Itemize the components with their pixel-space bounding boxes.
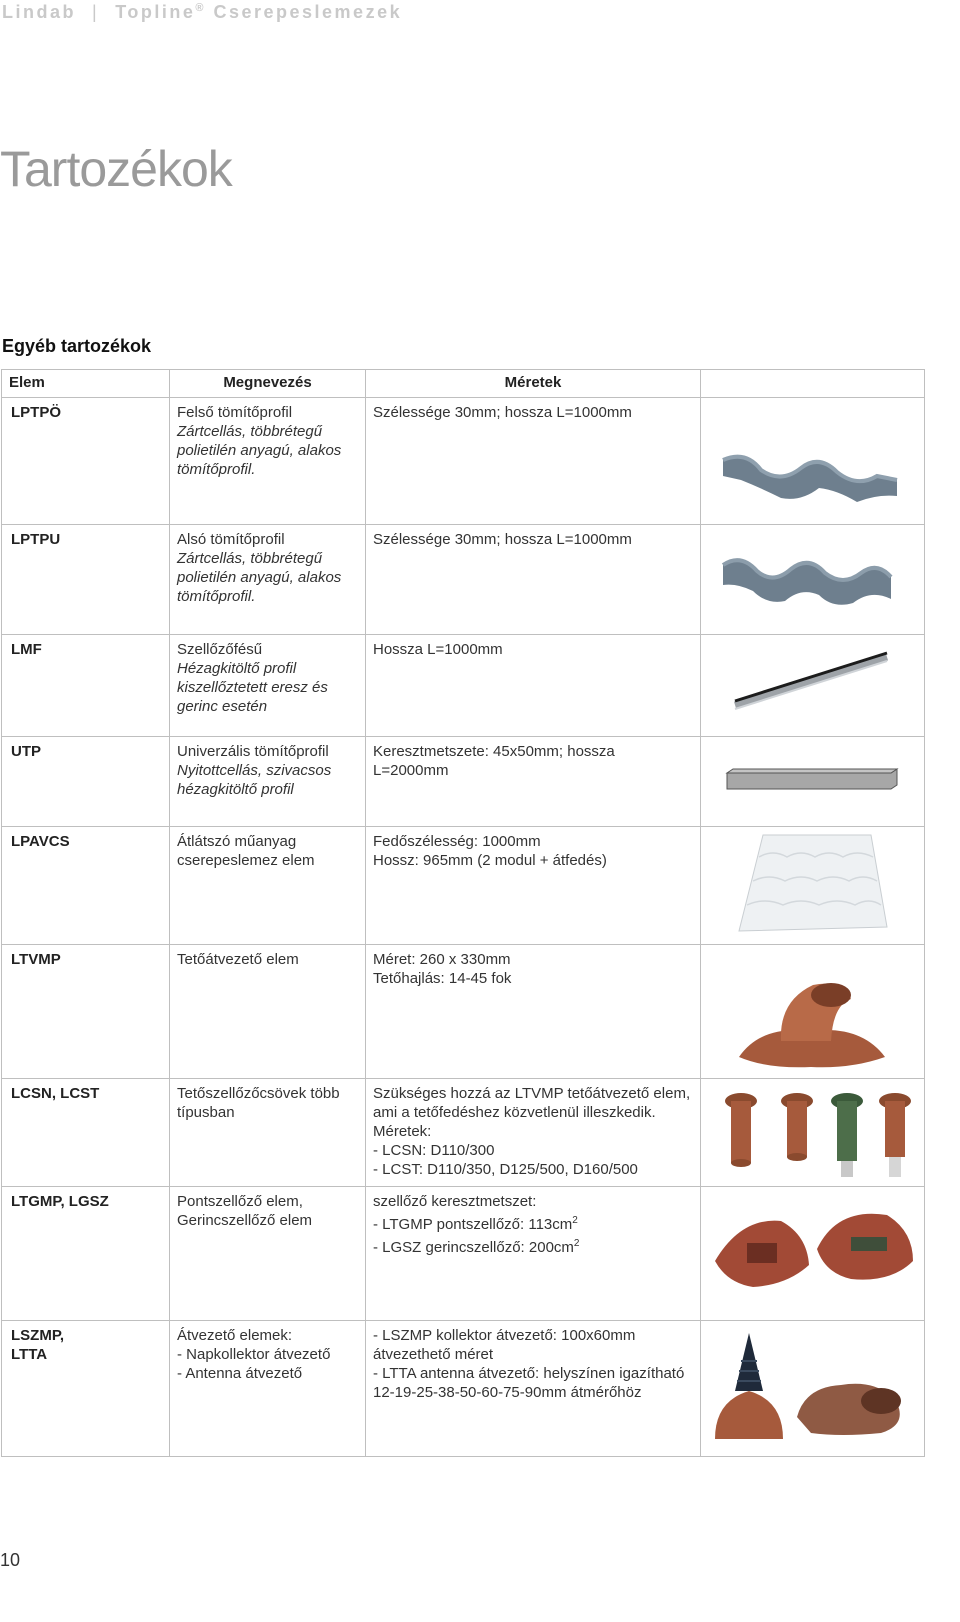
row-name (170, 827, 366, 945)
dims-line: átvezethető méret (373, 1346, 494, 1363)
code-line: LSZMP, (11, 1327, 65, 1344)
table-row (2, 1079, 925, 1187)
page-number: 10 (0, 1550, 21, 1570)
row-dims (366, 1079, 701, 1187)
row-code: LCSN, LCST (2, 1079, 170, 1187)
header-separator: | (92, 2, 100, 22)
name-text: Univerzális tömítőprofil (177, 743, 329, 760)
superscript: 2 (573, 1238, 580, 1249)
row-name (170, 525, 366, 635)
lower-seal-profile-image (701, 525, 925, 635)
name-text: Alsó tömítőprofil (177, 531, 285, 548)
passage-elements-image (701, 1321, 925, 1457)
vent-comb-image (701, 635, 925, 737)
name-text: Átvezető elemek: (177, 1327, 293, 1344)
row-dims (366, 737, 701, 827)
dims-line: ami a tetőfedéshez közvetlenül illeszkedik. (373, 1104, 656, 1121)
dims-line: Fedőszélesség: 1000mm (373, 833, 541, 850)
row-code: LMF (2, 635, 170, 737)
table-row (2, 1321, 925, 1457)
table-row (2, 1187, 925, 1321)
row-code: LTVMP (2, 945, 170, 1079)
section-title: Egyéb tartozékok (2, 336, 152, 356)
row-name (170, 1079, 366, 1187)
roof-passage-image (701, 945, 925, 1079)
table-row (2, 945, 925, 1079)
dims-line: Keresztmetszete: 45x50mm; hossza (373, 743, 615, 760)
row-name (170, 635, 366, 737)
desc-line: Nyitottcellás, szivacsos (177, 762, 332, 779)
point-ridge-vents-image (701, 1187, 925, 1321)
row-name (170, 1321, 366, 1457)
dims-line: 12-19-25-38-50-60-75-90mm átmérőhöz (373, 1384, 642, 1401)
name-text: Tetőátvezető elem (177, 951, 299, 968)
name-text: Felső tömítőprofil (177, 404, 293, 421)
desc-line: polietilén anyagú, alakos (177, 569, 342, 586)
table-row (2, 737, 925, 827)
upper-seal-profile-image (701, 398, 925, 525)
row-code: LPAVCS (2, 827, 170, 945)
col-header-dims: Méretek (366, 370, 701, 398)
desc-line: tömítőprofil. (177, 461, 256, 478)
table-row (2, 398, 925, 525)
desc-line: Zártcellás, többrétegű (177, 550, 323, 567)
desc-line: kiszellőztetett eresz és (177, 679, 328, 696)
desc-line: hézagkitöltő profil (177, 781, 294, 798)
col-header-elem: Elem (2, 370, 170, 398)
dims-line: Tetőhajlás: 14-45 fok (373, 970, 512, 987)
dims-line: - LTTA antenna átvezető: helyszínen igazítható (373, 1365, 685, 1382)
brand-name: Lindab (2, 2, 76, 22)
row-dims (366, 827, 701, 945)
row-code (2, 1321, 170, 1457)
superscript: 2 (572, 1215, 578, 1226)
dims-text: - LTGMP pontszellőző: 113cm (373, 1216, 573, 1233)
dims-line: Szélessége 30mm; hossza L=1000mm (373, 404, 632, 421)
transparent-tile-sheet-image (701, 827, 925, 945)
dims-line: Hossza L=1000mm (373, 641, 503, 658)
dims-line-sup (373, 1234, 693, 1257)
dims-line: - LCSN: D110/300 (373, 1142, 495, 1159)
name-text: Átlátszó műanyag (177, 833, 297, 850)
vent-pipes-image (701, 1079, 925, 1187)
dims-line: L=2000mm (373, 762, 449, 779)
row-dims (366, 1187, 701, 1321)
code-line-2: LTTA (11, 1346, 48, 1363)
row-name (170, 1187, 366, 1321)
dims-text: - LGSZ gerincszellőző: 200cm (373, 1239, 574, 1256)
dims-line: Hossz: 965mm (2 modul + átfedés) (373, 852, 607, 869)
name-text-2: típusban (177, 1104, 235, 1121)
desc-line: tömítőprofil. (177, 588, 256, 605)
universal-foam-profile-image (701, 737, 925, 827)
name-line: - Antenna átvezető (177, 1365, 303, 1382)
row-code: UTP (2, 737, 170, 827)
name-line: - Napkollektor átvezető (177, 1346, 331, 1363)
row-name (170, 398, 366, 525)
row-dims (366, 945, 701, 1079)
col-header-image (701, 370, 925, 398)
desc-line: polietilén anyagú, alakos (177, 442, 342, 459)
dims-line: szellőző keresztmetszet: (373, 1193, 537, 1210)
row-dims (366, 398, 701, 525)
name-text: Pontszellőző elem, (177, 1193, 303, 1210)
row-dims (366, 525, 701, 635)
col-header-name: Megnevezés (170, 370, 366, 398)
row-dims (366, 1321, 701, 1457)
desc-line: Zártcellás, többrétegű (177, 423, 323, 440)
table-header-row (2, 370, 925, 398)
product-name-rest: Cserepeslemezek (213, 2, 403, 22)
desc-line: gerinc esetén (177, 698, 268, 715)
row-code: LPTPU (2, 525, 170, 635)
name-text-2: cserepeslemez elem (177, 852, 315, 869)
row-code: LPTPÖ (2, 398, 170, 525)
running-header (2, 2, 402, 23)
dims-line: - LSZMP kollektor átvezető: 100x60mm (373, 1327, 636, 1344)
registered-mark: ® (195, 2, 206, 14)
dims-line: Méretek: (373, 1123, 432, 1140)
name-text-2: Gerincszellőző elem (177, 1212, 313, 1229)
table-row (2, 635, 925, 737)
dims-line: Méret: 260 x 330mm (373, 951, 511, 968)
dims-line: Szélessége 30mm; hossza L=1000mm (373, 531, 632, 548)
table-row (2, 827, 925, 945)
desc-line: Hézagkitöltő profil (177, 660, 297, 677)
row-name (170, 737, 366, 827)
accessories-table (1, 369, 925, 1457)
dims-line: - LCST: D110/350, D125/500, D160/500 (373, 1161, 638, 1178)
table-row (2, 525, 925, 635)
row-dims (366, 635, 701, 737)
dims-line: Szükséges hozzá az LTVMP tetőátvezető elem, (373, 1085, 691, 1102)
dims-line-sup (373, 1211, 693, 1234)
row-code: LTGMP, LGSZ (2, 1187, 170, 1321)
name-text: Szellőzőfésű (177, 641, 263, 658)
name-text: Tetőszellőzőcsövek több (177, 1085, 340, 1102)
product-name: Topline (115, 2, 196, 22)
row-name (170, 945, 366, 1079)
page-title: Tartozékok (0, 141, 232, 197)
